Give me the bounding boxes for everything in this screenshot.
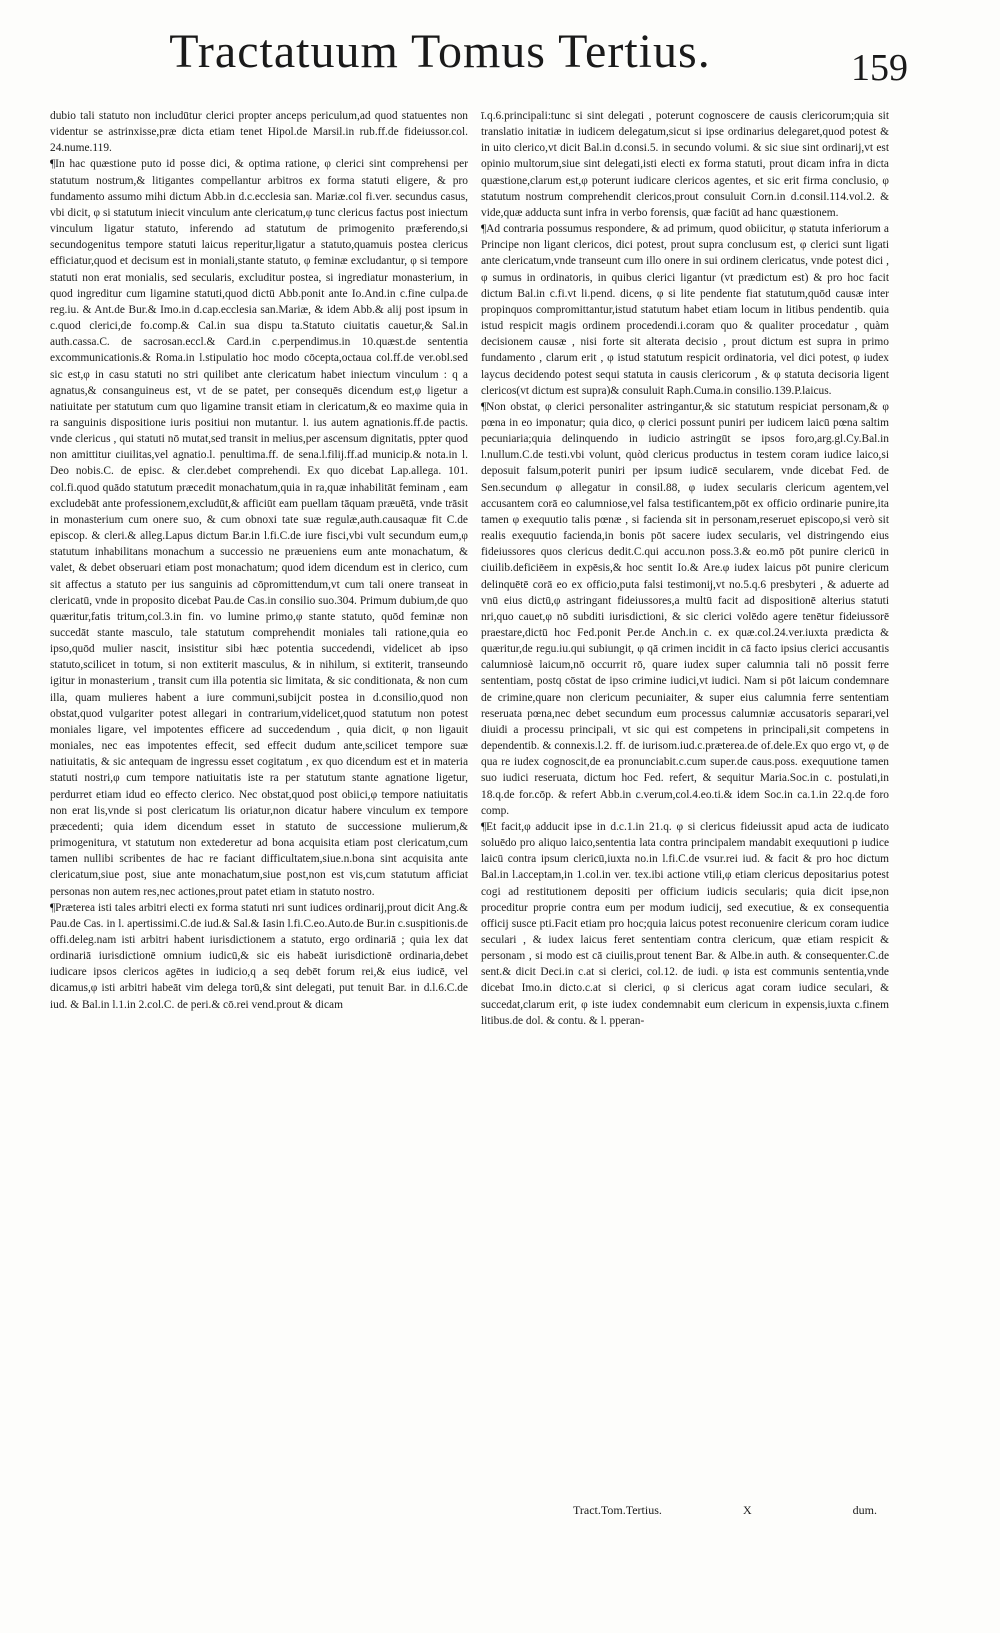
running-head: Tractatuum Tomus Tertius. [169, 25, 711, 78]
signature-title: Tract.Tom.Tertius. [573, 1503, 662, 1517]
signature-line [481, 1502, 889, 1520]
paragraph: ¶Præterea isti tales arbitri electi ex forma statuti nri sunt iudices ordinarij,prout dicit Ang.& Pau.de Cas. in l. apertissimi.C.de iud.& Sal.& Iasin l.fi.C.eo.Auto.de Bur.in c.suspitionis.de offi.deleg.nam isti arbitri habent iurisdictionem a statuto, ergo ordinariā ; quia lex dat ordinariā iurisdictionē omnium iudicū,& sic eis habeāt iurisdictionē ordinaria,debet iudicare ipsos clericos agētes in iudicio,q a seq debēt forum rei,& eius iudicē, vel dicamus,φ isti arbitri habeāt vim delega torū,& sint delegati, put tenuit Bar. in d.l.6.C.de iud. & Bal.in l.1.in 2.col.C. de peri.& cō.rei vend.prout & dicam [50, 901, 468, 1011]
paragraph: ¶Et facit,φ adducit ipse in d.c.1.in 21.q. φ si clericus fideiussit apud acta de iudicato soluēdo pro aliquo laico,sententia lata contra principalem mandabit exequutioni p iudice laicū contra ipsum clericū,iuxta no.in l.fi.C.de vsur.rei iud. & facit & pro hoc dictum Bal.in l.acceptam,in 1.col.in ver. tex.ibi actione vtili,φ etiam clericus depositarius potest cogi ad restitutionem depositi per officium iudicis secularis; quia dicit ipse,non proceditur proprie contra eum per modum iudicij, sed executiue, & ex consequentia officij susce pti.Facit etiam pro hoc;quia laicus potest reconuenire clericum coram iudice seculari , & iudex laicus feret sententiam contra clericum, quæ etiam respicit & personam , si modo est cā ciuilis,prout tenent Bar. & Albe.in auth. & consequenter.C.de sent.& dicit Deci.in c.at si clerici, col.12. de iudi. φ ista est communis sententia,vnde dicebat Imo.in dicto.c.at si clerici, φ si clericus agat coram iudice seculari, & succedat,clarum erit, φ iste iudex condemnabit eum clericum in expensis,iuxta c.finem litibus.de dol. & contu. & l. pperan- [481, 820, 889, 1027]
right-column [481, 108, 889, 1501]
catchword: dum. [852, 1503, 877, 1517]
paragraph: ¶Ad contraria possumus respondere, & ad primum, quod obiicitur, φ statuta inferiorum a Principe non ligant clericos, dici potest, prout supra conclusum est, φ clerici sunt ligati ante clericatum,vnde transeunt cum illo onere in sui ordinem clericatus, vnde potest dici , φ sumus in ordinatoris, in quibus clerici ligantur (vt prædictum est) & pro hoc facit dictum Bal.in c.fi.vt li.pend. dicens, φ si lite pendente fiat statutum,quōd causæ inter propinquos compromittantur,istud statutum habet etiam locum in litibus pendentib. quia istud respicit magis ordinem procedendi.i.coram quo & qualiter procedatur , quàm decisionem causæ , nisi forte sit alterata decisio , prout dictum est supra in primo fundamento , clarum erit , φ istud statutum respicit ordinatoria, vel dici potest, φ iudex laycus decidendo potest sequi statuta in causis clericorum , & φ statuta decisoria ligent clericos(vt dictum est supra)& consuluit Raph.Cuma.in consilio.139.P.laicus. [481, 223, 889, 397]
paragraph: ¶In hac quæstione puto id posse dici, & optima ratione, φ clerici sint comprehensi per statutum nostrum,& litigantes compellantur arbitros ex forma statuti eligere, & pro fundamento assumo mihi dictum Abb.in d.c.ecclesia san. Mariæ.col fi.ver. secundus casus, vbi dicit, φ si statutum iniecit vinculum ante clericatum,φ tunc clericus factus post iniectum vinculum ligatur statuto, inferendo ad statutum de primogenito præferendo,si secundogenitus tempore statuti laicus reperitur,ligatur a statuto,quamuis postea clericus efficiatur,quod et decisum est in moniali,stante statuto, φ feminæ excludantur, φ si tempore statuti non erat monialis, sed secularis, excluditur postea, si ingrediatur monasterium, in quod ingreditur cum ligamine statuti,quod dictū Abb.ponit ante Io.And.in c.fine culpa.de reg.iu. & Ant.de Bur.& Imo.in d.cap.ecclesia san.Mariæ, & idem Abb.& alij post ipsum in c.quod clerici,de fo.comp.& Cal.in sua dispu ta.Statuto ciuitatis cauetur,& Sal.in auth.cassa.C. de sacrosan.eccl.& Card.in c.perpendimus.in 10.quæst.de sententia excommunicationis.& Roma.in l.stipulatio hoc modo cōcepta,octaua col.ff.de ver.obl.sed sic est,φ in casu statuti no stri quilibet ante clericatum habet iniectum vinculum : q a agnatus,& consanguineus est, vt de se patet, per consequēs dicendum est,φ ligetur a natiuitate per statutum cum quo ligamine transit etiam in clericatum,& eo maxime quia in ra sanguinis dispositione iuris positiui non mutantur. l. ius autem agnationis.ff.de pactis. vnde clericus , qui statuti nō mutat,sed transit in melius,per ascensum dignitatis, ppter quod non amittitur ciuilitas,vel agnatio.l. penultima.ff. de sena.l.filij.ff.ad municip.& nota.in l. Deo nobis.C. de episc. & cler.debet comprehendi. Ex quo dicebat Lap.allega. 101. col.fi.quod quādo statutum præcedit monachatum,quia in ra,quæ inhabilitāt feminam , eam excludebāt ante professionem,excludūt,& afficiūt eam puellam tāquam præuētā, vnde trāsit in monasterium cum onere suo, & cum obnoxi tate suæ regulæ,auth.causaquæ fit C.de episcop. & cleri.& alleg.Lapus dictum Bar.in l.fi.C.de iure fisci,vbi vult secundum eum,φ statutum inhabilitans monachum a successio ne præueniens eum ante monachatum, & valet, & debet obseruari etiam post monachatum; quod idem dicendum est in clerico, cum sit affectus a statuto per ius sanguinis ad cōpromittendum,vt cum tali onere transeat in clericatū, vnde in proposito dicebat Pau.de Cas.in consilio suo.304. Primum dubium,de quo quæritur,fatis tritum,col.3.in fin. vo lumine primo,φ stante statuto, quōd feminæ non succedāt stante masculo, tale statutum comprehendit moniales tali ratione,quia eo ipso,quōd mulier nascit, insistitur sibi hæc potentia succedendi, videlicet ab ipso statuto,scilicet in totum, si non extiterit masculus, & in nihilum, si extiterit, transeundo igitur in monasterium , transit cum illa potentia sic limitata, & sic conditionata, & non cum illa, quam mulieres habent a iure communi,subijcit postea in d.consilio,quod non obstat,quod vulgariter potest allegari in contrarium,videlicet,quod statutum non potest moniales ligare, vel impotentes efficere ad succedendum , quia dicit, φ non ligauit moniales, nec eas impotentes effecit, sed effecit dudum ante,scilicet tempore suæ natiuitatis, & sic antequam de ingressu esset cogitatum , ex quo dicendum est et in materia statuti nostri,φ cum tempore natiuitatis iste ra per statutum stante agnatione ligetur, perdurret etiam idud eo effecto clerico. Nec obstat,quod post obiici,φ tempore natiuitatis non erat lis,vnde si post clericatum lis oriatur,non dicatur habere vinculum ex tempore præcedenti; quia idem dicendum esset in statuto de successione mulierum,& primogenitura, vt statutum non extederetur ad bona acquisita etiam post clericatum,cum tamen nullibi scribentes de hac re faciant difficultatem,siue.n.bona sint acquisita ante clericatum,siue post, siue ante monachatum,siue post,non est vis,cum statutum afficiat personas non autem res,nec actiones,prout patet etiam in statuto nostro. [50, 158, 468, 898]
paragraph: dubio tali statuto non includūtur clerici propter anceps periculum,ad quod statuentes non videntur se astrinxisse,præ dicta etiam tenet Hipol.de Marsil.in rub.ff.de fideiussor.col. 24.nume.119. [50, 110, 468, 155]
paragraph: ī.q.6.principali:tunc si sint delegati , poterunt cognoscere de causis clericorum;quia sit translatio initatiæ in iudicem delegatum,sicut si ipse ordinarius delegaret,quod potest & in uito clerico,vt dicit Bal.in d.consi.5. in secundo volumi. & sic siue sint ordinarij,vt est opinio multorum,siue sint delegati,isti electi ex forma statuti, prout dicam infra in dicta quæstione,clarum est,φ poterunt iudicare clericos agentes, et sic erit firma conclusio, φ statutum nostrum comprehendit clericos,prout consuluit Corn.in d.consil.114.vol.2. & vide,quæ adducta sunt infra in verbo forensis, quæ faciūt ad hanc quæstionem. [481, 110, 889, 219]
left-column [50, 108, 468, 1583]
paragraph: ¶Non obstat, φ clerici personaliter astringantur,& sic statutum respiciat personam,& φ pœna in eo imponatur; quia dico, φ clerici possunt puniri per iudicem laicū pœna saltim pecuniaria;quia delinquendo in iudicio astringūt se ipsos foro,arg.gl.Cy.Bal.in l.nullum.C.de testi.vbi volunt, quòd clericus productus in testem coram iudice laico,si deposuit falsum,poterit puniri per ipsum iudicē secularem, vnde dicebat Fed. de Sen.secundum φ allegatur in consil.88, φ iudex secularis clericum agentem,vel accusantem corā eo calumniose,vel falsa testificantem,pōt ex officio ordinarie punire,ita tamen φ exequutio talis pœnæ , si facienda sit in personam,reseruet episcopo,si verò sit realis exequutio facienda,in bonis pōt sacere iudex secularis, vel distringendo eius fideiussores quos clericus dedit.C.qui accu.non poss.3.& eo.mō pōt punire clericū in ciuilib.deficiēem in expēsis,& hoc sentit Io.& Are.φ iudex laicus pōt punire clericum delinquētē corā eo ex officio,puta falsi testimonij,vt no.5.q.6 presbyteri , & aduerte ad vnū eius dictū,φ astringant fideiussores,a multū facit ad dispositionē alterius statuti nri,quo cauet,φ nō subditi iurisdictioni, & sic clerici volēdo agere tenētur fideiussorē praestare,dictū hoc Fed.ponit Per.de Anch.in c. ex quæ.col.24.ver.iuxta prædicta & quæritur,de regu.iu.qui subiungit, φ qā crimen incidit in cā facto ipsius clerici accusantis calumniosè laicum,nō occurrit rō, quare iudex super calumnia tali nō possit ferre sententiam, postq cōstat de ipso crimine iudici,vt iudici. Nam si pōt laicum condemnare de crimine,quare non clericum pecuniaiter, & super eius calumnia ferre sententiam reseruata pœna,nec debet secundum eum processus calumniæ accusatoris separari,vel diuidi a processu principali, vt sic qui est competens in principali,sit competens in dependentib. & connexis.l.2. ff. de iurisom.iud.c.præterea.de of.dele.Ex quo ergo vt, φ de qua re iudex cognoscit,de ea pronunciabit.c.cum super.de caus.poss. exequutione tamen suo iudici reseruata, dictum hoc Fed. refert, & sequitur Maria.Soc.in c. postulati,in 18.q.de for.cōp. & refert Abb.in c.verum,col.4.eo.ti.& idem Soc.in ca.1.in 22.q.de foro comp. [481, 400, 889, 817]
signature-mark: X [743, 1503, 752, 1517]
page-number: 159 [851, 47, 908, 89]
